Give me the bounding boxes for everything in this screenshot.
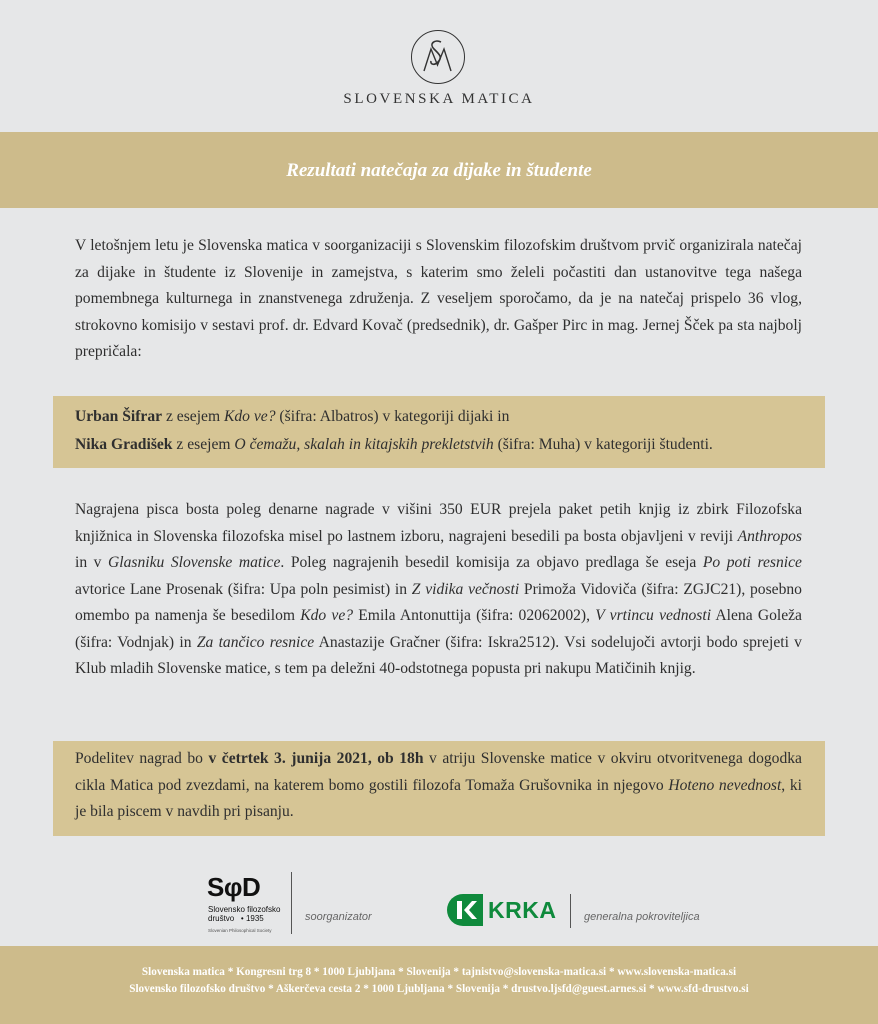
essay-title: Kdo ve? xyxy=(223,408,276,425)
slovenska-matica-logo-icon xyxy=(411,30,465,84)
essay-title: O čemažu, skalah in kitajskih prekletstvih xyxy=(234,436,494,453)
winner-text: z esejem xyxy=(162,408,224,425)
winner-text: z esejem xyxy=(172,436,235,453)
event-paragraph: Podelitev nagrad bo v četrtek 3. junija 2021, ob 18h v atriju Slovenske matice v okviru otvoritvenega dogodka cikla Matica pod zvezdami, na katerem bomo gostili filozofa Tomaža Grušovnika in njegovo Hoteno nevednost, ki je bila piscem v navdih pri pisanju. xyxy=(75,750,802,820)
winner-line xyxy=(75,436,713,454)
footer-contact-matica: Slovenska matica * Kongresni trg 8 * 1000 Ljubljana * Slovenija * tajnistvo@slovenska-matica.si * www.slovenska-matica.si xyxy=(141,966,737,978)
spd-logo-english: Slovenian Philosophical Society xyxy=(208,928,272,933)
winner-line xyxy=(75,408,509,426)
general-sponsor-label: generalna pokroviteljica xyxy=(584,911,700,923)
page-title: Rezultati natečaja za dijake in študente xyxy=(286,160,592,181)
event-date: v četrtek 3. junija 2021, ob 18h xyxy=(208,750,424,767)
details-paragraph: Nagrajena pisca bosta poleg denarne nagrade v višini 350 EUR prejela paket petih knjig iz zbirk Filozofska knjižnica in Slovenska filozofska misel po lastnem izboru, nagrajeni besedili pa bosta objavljeni v reviji Anthropos in v Glasniku Slovenske matice. Poleg nagrajenih besedil komisija za objavo predlaga še eseja Po poti resnice avtorice Lane Prosenak (šifra: Upa poln pesimist) in Z vidika večnosti Primoža Vidoviča (šifra: ZGJC21), posebno omembo pa namenja še besedilom Kdo ve? Emila Antonuttija (šifra: 02062002), V vrtincu vednosti Alena Goleža (šifra: Vodnjak) in Za tančico resnice Anastazije Gračner (šifra: Iskra2512). Vsi sodelujoči avtorji bodo sprejeti v Klub mladih Slovenske matice, s tem pa deležni 40-odstotnega popusta pri nakupu Matičinih knjig. xyxy=(75,501,802,677)
spd-logo: SφD xyxy=(207,872,261,902)
winner-text: (šifra: Albatros) v kategoriji dijaki in xyxy=(275,408,510,425)
event-box xyxy=(53,741,825,836)
winner-text: (šifra: Muha) v kategoriji študenti. xyxy=(493,436,713,453)
winner-name: Nika Gradišek xyxy=(75,436,173,453)
spd-logo-subtitle: Slovensko filozofsko društvo • 1935 xyxy=(208,905,281,923)
winner-name: Urban Šifrar xyxy=(75,408,163,425)
krka-wordmark: KRKA xyxy=(488,897,557,923)
footer-contact-spd: Slovensko filozofsko društvo * Aškerčeva cesta 2 * 1000 Ljubljana * Slovenija * drustvo.ljsfd@guest.arnes.si * www.sfd-drustvo.si xyxy=(129,983,749,995)
divider xyxy=(291,872,292,934)
divider xyxy=(570,894,571,928)
coorganizer-label: soorganizator xyxy=(305,911,372,923)
winners-box xyxy=(53,396,825,468)
intro-paragraph: V letošnjem letu je Slovenska matica v soorganizaciji s Slovenskim filozofskim društvom prvič organizirala natečaj za dijake in študente iz Slovenije in zamejstva, s katerim smo želeli počastiti dan ustanovitve tega našega pomembnega kulturnega in znanstvenega združenja. Z veseljem sporočamo, da je na natečaj prispelo 36 vlog, strokovno komisijo v sestavi prof. dr. Edvard Kovač (predsednik), dr. Gašper Pirc in mag. Jernej Šček pa sta najbolj prepričala: xyxy=(75,237,802,360)
krka-logo-icon xyxy=(446,893,484,932)
logo-wordmark: SLOVENSKA MATICA xyxy=(343,91,535,107)
